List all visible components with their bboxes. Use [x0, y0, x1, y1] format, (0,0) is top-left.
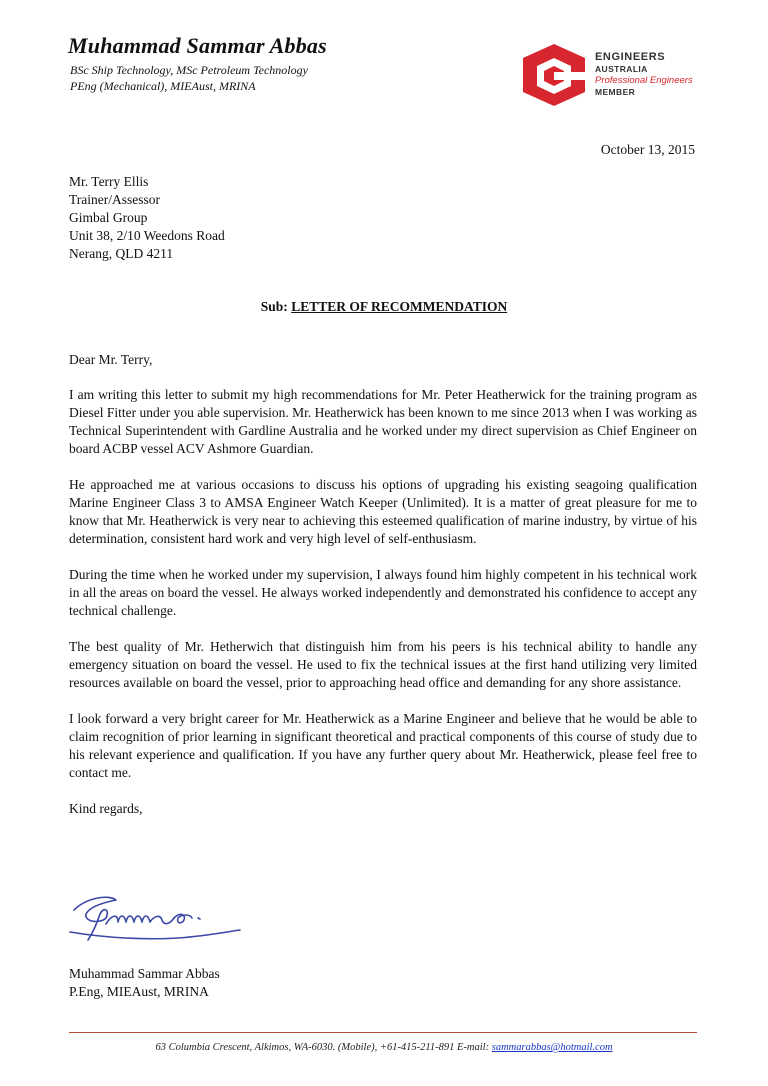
engineers-australia-logo: [521, 44, 711, 106]
handwritten-signature-icon: [66, 880, 246, 950]
logo-line-member: MEMBER: [595, 86, 636, 97]
recipient-company: Gimbal Group: [69, 210, 148, 225]
subject-prefix: Sub:: [260, 299, 288, 314]
engineers-australia-logo-icon: [521, 44, 587, 106]
footer-contact: [0, 1042, 768, 1053]
recipient-name: Mr. Terry Ellis: [69, 174, 149, 189]
letter-body: [69, 351, 697, 836]
footer-divider: [69, 1032, 697, 1033]
closing: Kind regards,: [69, 801, 143, 816]
recipient-address-block: [69, 173, 225, 263]
logo-wordmark: [595, 52, 693, 98]
subject-title: LETTER OF RECOMMENDATION: [291, 299, 508, 314]
logo-line-australia: AUSTRALIA: [595, 63, 648, 74]
logo-line-engineers: ENGINEERS: [595, 51, 666, 63]
subject-line: [0, 299, 768, 315]
recipient-street: Unit 38, 2/10 Weedons Road: [69, 228, 225, 243]
body-paragraph: The best quality of Mr. Hetherwich that distinguish him from his peers is his technical ability to handle any emergency situation on board the vessel. He used to fix the technical issues at the first hand utilizing very limited resources available on board the vessel, prior to approaching head office and demanding for any shore assistance.: [69, 639, 697, 690]
sender-name-heading: Muhammad Sammar Abbas: [68, 33, 327, 58]
footer-email-link[interactable]: sammarabbas@hotmail.com: [491, 1042, 613, 1053]
body-paragraph: He approached me at various occasions to discuss his options of upgrading his existing seagoing qualification Marine Engineer Class 3 to AMSA Engineer Watch Keeper (Unlimited). It is a matter of great pleasure for me to know that Mr. Heatherwick is very near to achieving this esteemed qualification of marine industry, by virtue of his determination, consistent hard work and very high level of self-enthusiasm.: [69, 477, 697, 546]
qualifications-line: BSc Ship Technology, MSc Petroleum Technology: [70, 63, 308, 77]
body-paragraph: I look forward a very bright career for Mr. Heatherwick as a Marine Engineer and believe that he would be able to claim recognition of prior learning in significant theoretical and practical components of this course of study due to his relevant experience and qualification. If you have any further query about Mr. Heatherwick, please feel free to contact me.: [69, 711, 697, 780]
sender-qualifications: [70, 62, 490, 94]
qualifications-line: PEng (Mechanical), MIEAust, MRINA: [70, 79, 256, 93]
signer-name: Muhammad Sammar Abbas: [69, 966, 220, 981]
signer-block: [69, 965, 220, 1001]
recipient-title: Trainer/Assessor: [69, 192, 160, 207]
signer-credentials: P.Eng, MIEAust, MRINA: [69, 984, 209, 999]
letter-date: October 13, 2015: [600, 142, 695, 157]
recipient-city: Nerang, QLD 4211: [69, 246, 174, 261]
logo-line-professional-engineers: Professional Engineers: [595, 75, 693, 86]
footer-address: 63 Columbia Crescent, Alkimos, WA-6030. (Mobile), +61-415-211-891 E-mail:: [155, 1042, 492, 1053]
body-paragraph: I am writing this letter to submit my high recommendations for Mr. Peter Heatherwick for the training program as Diesel Fitter under you able supervision. Mr. Heatherwick has been known to me since 2013 when I was working as Technical Superintendent with Gardline Australia and he worked under my direct supervision as Chief Engineer on board ACBP vessel ACV Ashmore Guardian.: [69, 387, 697, 456]
body-paragraph: During the time when he worked under my supervision, I always found him highly competent in his technical work in all the areas on board the vessel. He always worked independently and demonstrated his confidence to accept any technical challenge.: [69, 567, 697, 618]
salutation: Dear Mr. Terry,: [69, 352, 153, 367]
